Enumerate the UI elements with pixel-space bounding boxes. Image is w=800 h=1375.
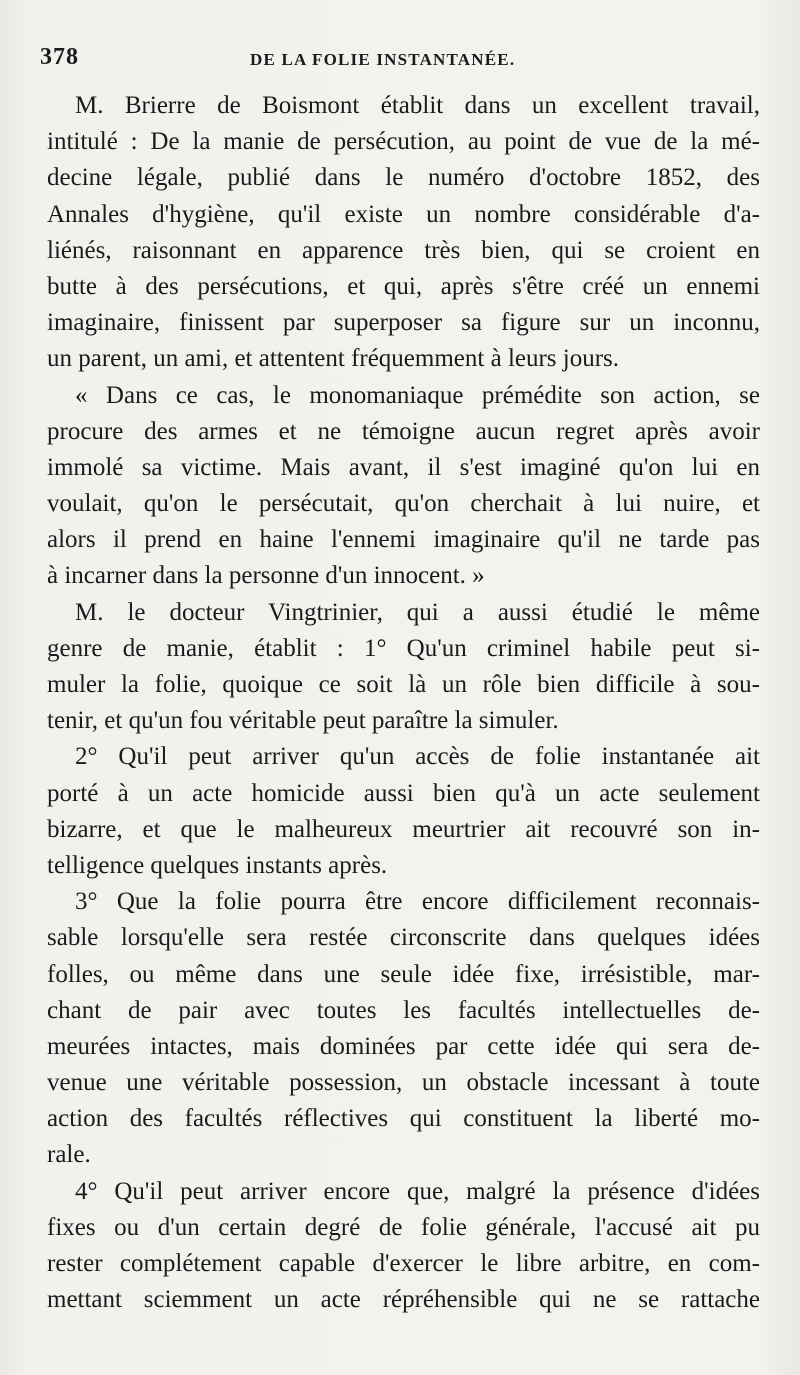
text-line: chant de pair avec toutes les facultés intellectuelles de- bbox=[47, 996, 760, 1024]
body-text bbox=[47, 88, 760, 1318]
text-line: un parent, un ami, et attentent fréquemment à leurs jours. bbox=[47, 345, 620, 373]
text-line: tenir, et qu'un fou véritable peut paraître la simuler. bbox=[47, 707, 559, 735]
text-line: meurées intactes, mais dominées par cette idée qui sera de- bbox=[47, 1032, 760, 1060]
text-line: decine légale, publié dans le numéro d'octobre 1852, des bbox=[47, 164, 760, 192]
text-line: « Dans ce cas, le monomaniaque prémédite son action, se bbox=[75, 381, 760, 409]
text-line: à incarner dans la personne d'un innocent. » bbox=[47, 562, 485, 590]
text-line: porté à un acte homicide aussi bien qu'à un acte seulement bbox=[47, 779, 760, 807]
text-line: 4° Qu'il peut arriver encore que, malgré la présence d'idées bbox=[75, 1177, 760, 1205]
paragraph-2 bbox=[47, 378, 760, 595]
page-header bbox=[40, 44, 760, 74]
text-line: liénés, raisonnant en apparence très bien, qui se croient en bbox=[47, 236, 760, 264]
text-line: immolé sa victime. Mais avant, il s'est imaginé qu'on lui en bbox=[47, 453, 760, 481]
text-line: 2° Qu'il peut arriver qu'un accès de folie instantanée ait bbox=[75, 743, 760, 771]
text-line: genre de manie, établit : 1° Qu'un criminel habile peut si- bbox=[47, 634, 760, 662]
text-line: butte à des persécutions, et qui, après s'être créé un ennemi bbox=[47, 272, 760, 300]
paragraph-4 bbox=[47, 739, 760, 884]
text-line: venue une véritable possession, un obstacle incessant à toute bbox=[47, 1069, 760, 1097]
text-line: rale. bbox=[47, 1141, 91, 1169]
page-number: 378 bbox=[40, 44, 79, 70]
paragraph-5 bbox=[47, 884, 760, 1174]
text-line: folles, ou même dans une seule idée fixe, irrésistible, mar- bbox=[47, 960, 760, 988]
text-line: telligence quelques instants après. bbox=[47, 851, 388, 879]
text-line: action des facultés réflectives qui constituent la liberté mo- bbox=[47, 1105, 760, 1133]
text-line: bizarre, et que le malheureux meurtrier ait recouvré son in- bbox=[47, 815, 760, 843]
text-line: muler la folie, quoique ce soit là un rôle bien difficile à sou- bbox=[47, 671, 760, 698]
text-line: sable lorsqu'elle sera restée circonscrite dans quelques idées bbox=[47, 924, 760, 952]
paragraph-1 bbox=[47, 88, 760, 378]
paragraph-6 bbox=[47, 1174, 760, 1319]
paragraph-3 bbox=[47, 595, 760, 740]
text-line: alors il prend en haine l'ennemi imaginaire qu'il ne tarde pas bbox=[47, 526, 760, 554]
text-line: mettant sciemment un acte répréhensible qui ne se rattache bbox=[47, 1286, 760, 1314]
text-line: Annales d'hygiène, qu'il existe un nombre considérable d'a- bbox=[47, 200, 760, 228]
running-head: DE LA FOLIE INSTANTANÉE. bbox=[250, 50, 516, 69]
text-line: voulait, qu'on le persécutait, qu'on cherchait à lui nuire, et bbox=[47, 490, 760, 518]
text-line: fixes ou d'un certain degré de folie générale, l'accusé ait pu bbox=[47, 1213, 760, 1241]
text-line: M. Brierre de Boismont établit dans un excellent travail, bbox=[75, 92, 760, 119]
text-line: rester complétement capable d'exercer le libre arbitre, en com- bbox=[47, 1250, 760, 1277]
text-line: 3° Que la folie pourra être encore difficilement reconnais- bbox=[75, 888, 760, 916]
text-line: procure des armes et ne témoigne aucun regret après avoir bbox=[47, 417, 760, 445]
text-line: intitulé : De la manie de persécution, au point de vue de la mé- bbox=[47, 128, 760, 156]
text-line: M. le docteur Vingtrinier, qui a aussi étudié le même bbox=[75, 598, 760, 626]
text-line: imaginaire, finissent par superposer sa figure sur un inconnu, bbox=[47, 309, 760, 337]
